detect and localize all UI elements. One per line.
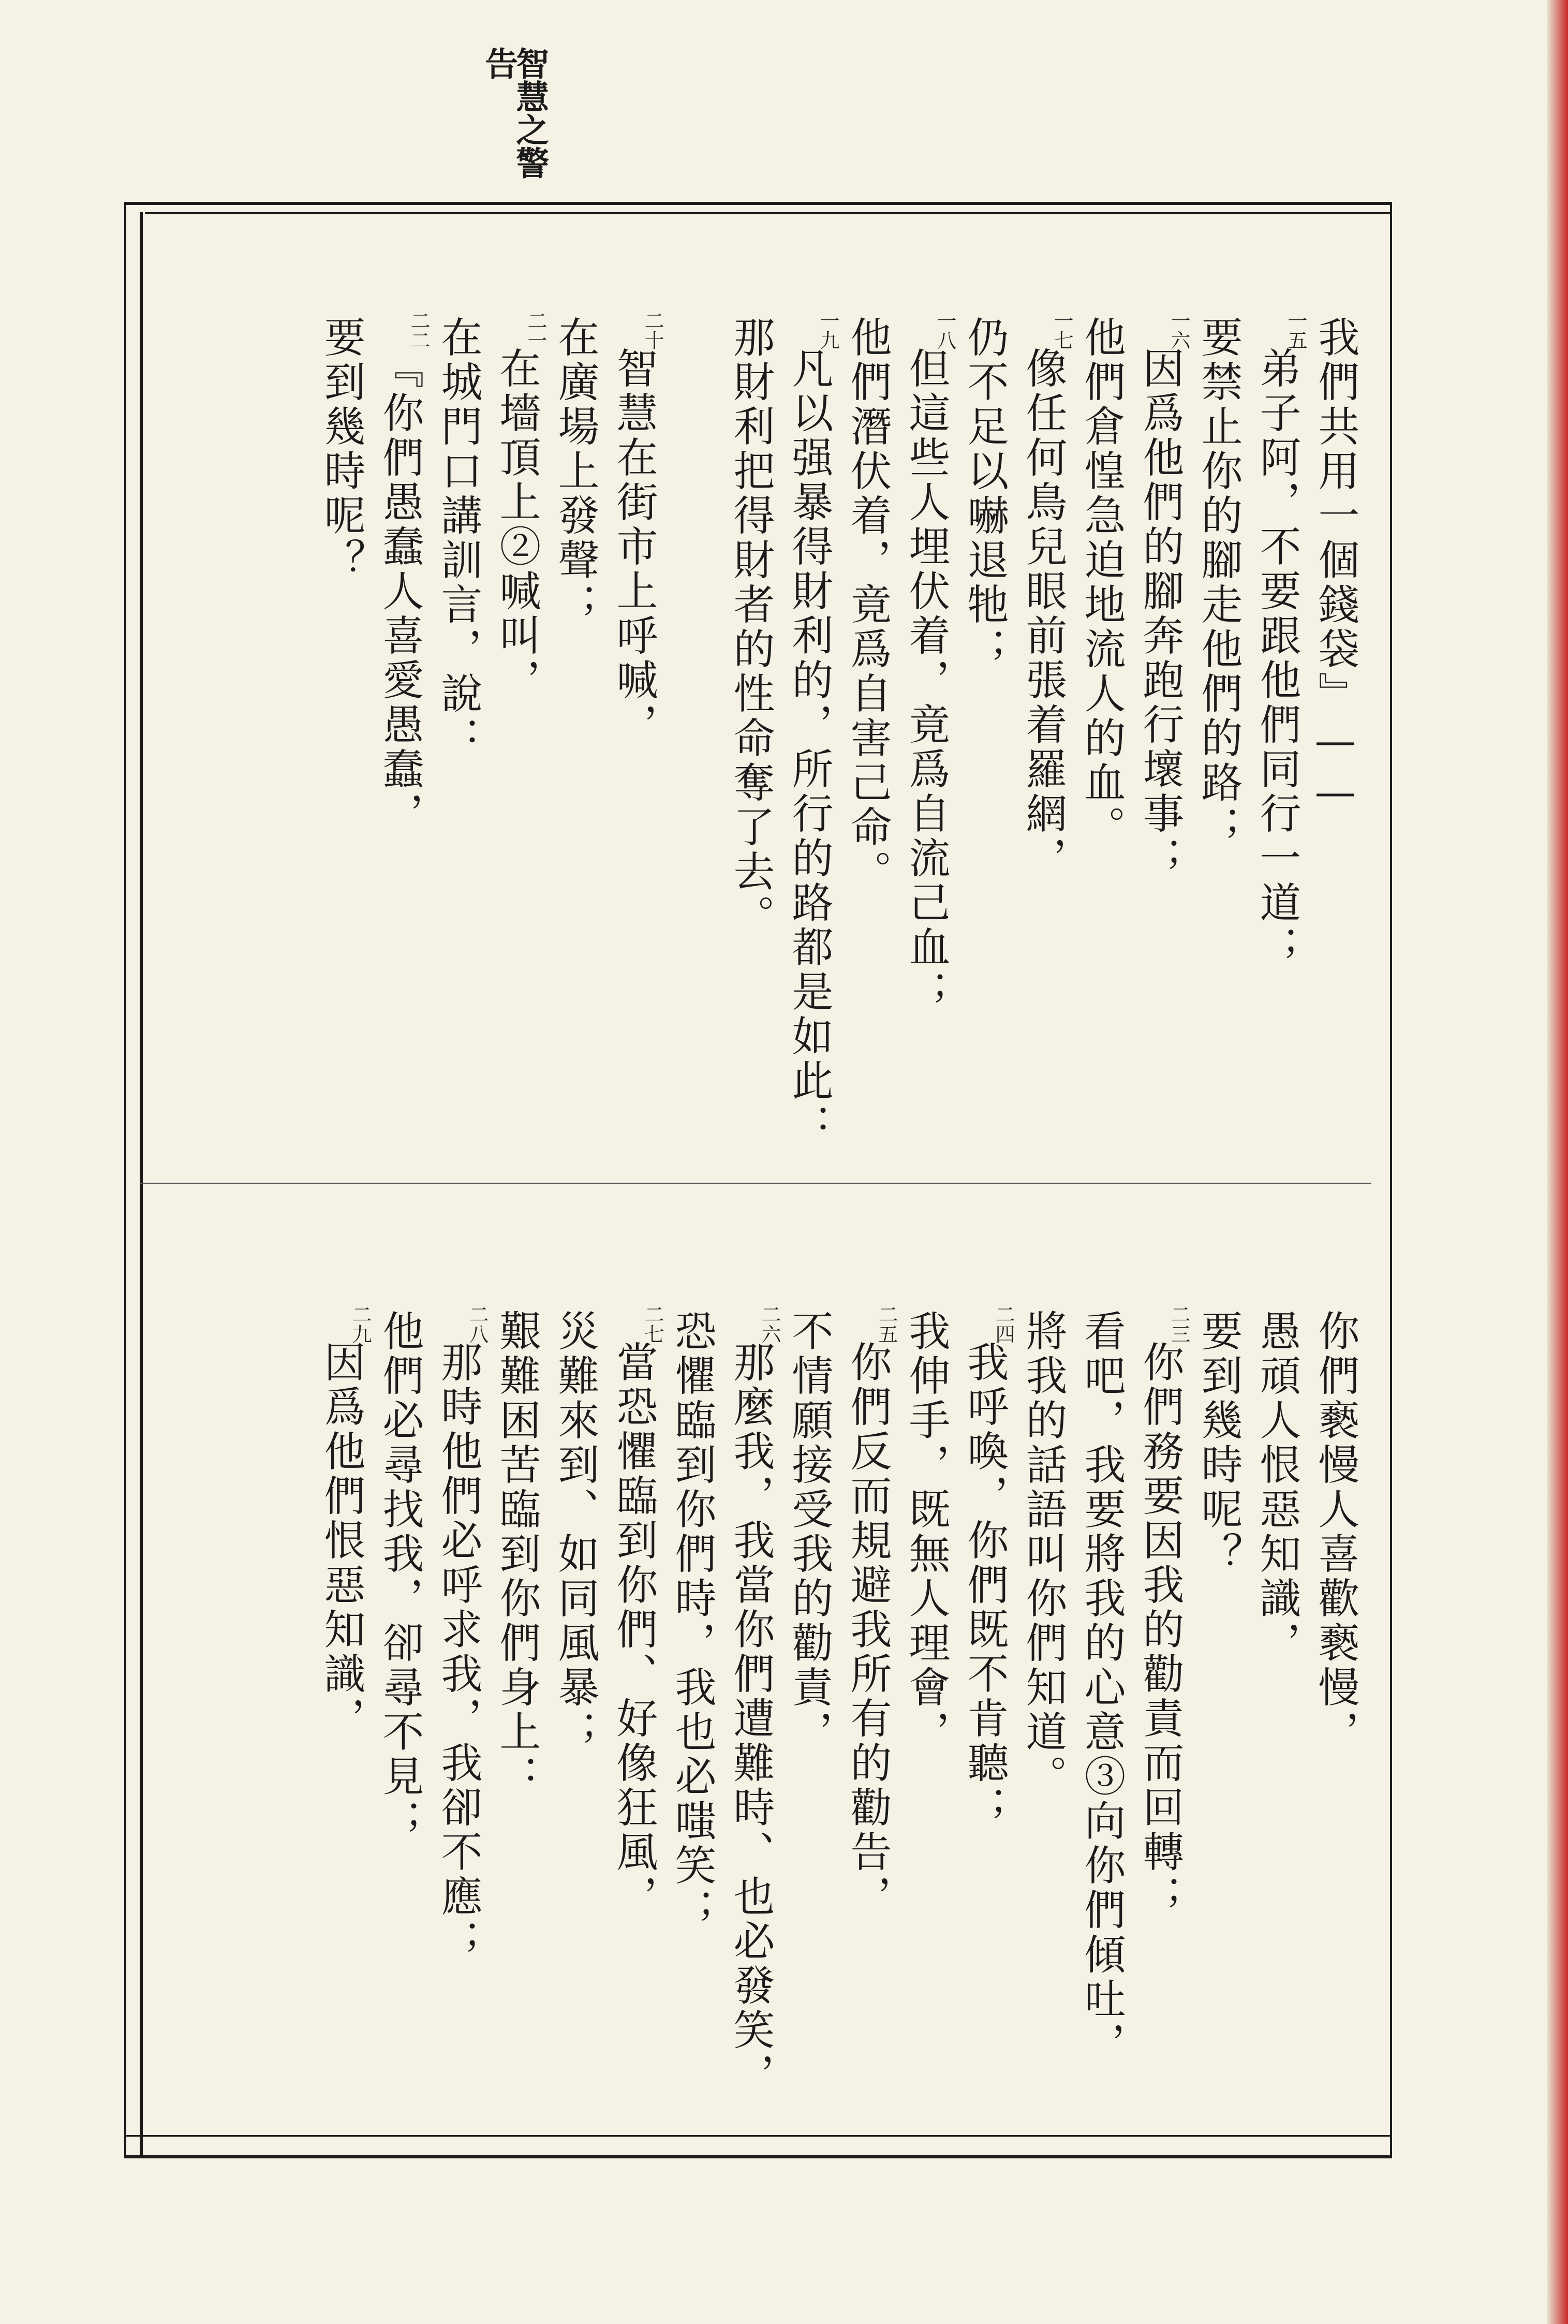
verse-line: 因爲他們的腳奔跑行壞事； <box>1136 347 1184 881</box>
verse-line: 在城門口講訓言，說： <box>434 316 482 761</box>
verse-number: 一九 <box>817 311 839 350</box>
verse-line: 我們共用一個錢袋』—— <box>1311 316 1359 819</box>
verse-line: 艱難困苦臨到你們身上： <box>493 1310 541 1799</box>
verse-number: 二七 <box>641 1304 664 1344</box>
verse-line: 『你們愚蠢人喜愛愚蠢， <box>376 347 424 836</box>
verse-number: 一七 <box>1051 311 1073 350</box>
verse-number: 二三 <box>1167 1304 1190 1344</box>
side-heading-line: 智慧之警 <box>510 47 550 179</box>
verse-line: 愚頑人恨惡知識， <box>1253 1310 1301 1666</box>
frame-rule <box>124 2135 1392 2137</box>
verse-line: 他們潛伏着，竟爲自害己命。 <box>844 316 892 894</box>
verse-line: 你們務要因我的勸責而回轉； <box>1136 1341 1184 1919</box>
frame-rule <box>140 212 143 2158</box>
verse-number: 二一 <box>524 311 547 350</box>
verse-line: 要到幾時呢？ <box>1194 1310 1242 1577</box>
verse-line: 當恐懼臨到你們、好像狂風， <box>610 1341 658 1919</box>
verse-line: 像任何鳥兒眼前張着羅網， <box>1019 347 1067 881</box>
verse-line: 在廣場上發聲； <box>551 316 599 627</box>
verse-line: 那時他們必呼求我，我卻不應； <box>434 1341 482 1964</box>
verse-line: 你們反而規避我所有的勸告， <box>844 1341 892 1919</box>
verse-line: 弟子阿，不要跟他們同行一道； <box>1253 347 1301 970</box>
verse-number: 二六 <box>758 1304 781 1344</box>
verse-number: 一五 <box>1284 311 1307 350</box>
verse-line: 他們倉惶急迫地流人的血。 <box>1077 316 1126 850</box>
verse-line: 他們必尋找我，卻尋不見； <box>376 1310 424 1844</box>
section-divider <box>140 1183 1371 1184</box>
frame-rule <box>145 212 1392 214</box>
side-heading-line: 告 <box>479 47 519 80</box>
page-edge <box>1547 0 1568 2324</box>
verse-line: 要禁止你的腳走他們的路； <box>1194 316 1242 850</box>
verse-line: 我伸手，既無人理會， <box>902 1310 950 1755</box>
verse-line: 那麼我，我當你們遭難時、也必發笑， <box>727 1341 775 2097</box>
verse-line: 但這些人埋伏着，竟爲自流己血； <box>902 347 950 1014</box>
verse-line: 智慧在街市上呼喊， <box>610 347 658 747</box>
verse-line: 仍不足以嚇退牠； <box>960 316 1009 672</box>
verse-line: 要到幾時呢？ <box>317 316 365 583</box>
verse-line: 因爲他們恨惡知識， <box>317 1341 365 1741</box>
verse-number: 二八 <box>466 1304 489 1344</box>
verse-line: 你們褻慢人喜歡褻慢， <box>1311 1310 1359 1755</box>
verse-number: 二四 <box>992 1304 1015 1344</box>
verse-line: 災難來到、如同風暴； <box>551 1310 599 1755</box>
verse-number: 二十 <box>641 311 664 350</box>
verse-line: 將我的話語叫你們知道。 <box>1019 1310 1067 1799</box>
verse-number: 二九 <box>349 1304 372 1344</box>
verse-line: 看吧，我要將我的心意③向你們傾吐， <box>1077 1310 1126 2066</box>
verse-line: 我呼喚，你們既不肯聽； <box>960 1341 1009 1830</box>
verse-number: 二二 <box>407 311 430 350</box>
verse-line: 不情願接受我的勸責， <box>785 1310 833 1755</box>
verse-line: 凡以强暴得財利的，所行的路都是如此： <box>785 347 833 1148</box>
verse-number: 二五 <box>875 1304 898 1344</box>
verse-number: 一六 <box>1167 311 1190 350</box>
verse-line: 在墻頂上②喊叫， <box>493 347 541 703</box>
verse-line: 那財利把得財者的性命奪了去。 <box>727 316 775 939</box>
verse-number: 一八 <box>934 311 956 350</box>
verse-line: 恐懼臨到你們時，我也必嗤笑； <box>668 1310 716 1933</box>
